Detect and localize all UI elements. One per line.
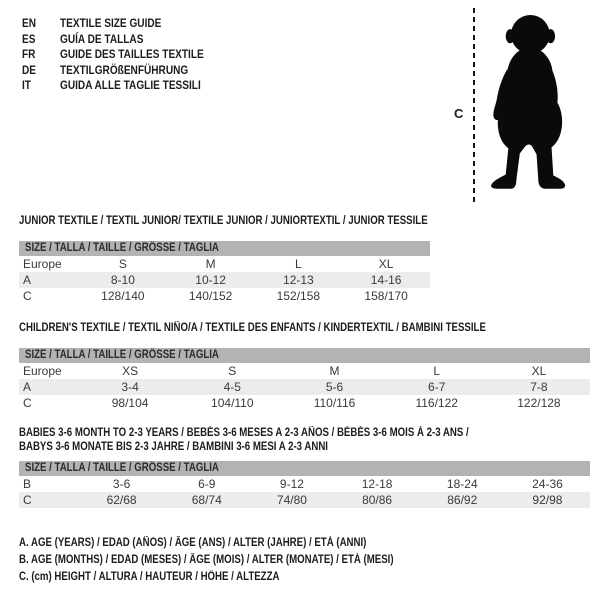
cell: 86/92 bbox=[447, 493, 478, 507]
cell: 158/170 bbox=[364, 289, 408, 303]
row-label: C bbox=[23, 289, 32, 303]
size-header-bar bbox=[19, 348, 590, 363]
size-header-text: SIZE / TALLA / TAILLE / GRÖSSE / TAGLIA bbox=[25, 349, 219, 361]
row-label: Europe bbox=[23, 257, 62, 271]
row-label: A bbox=[23, 273, 32, 287]
cell: 92/98 bbox=[532, 493, 563, 507]
size-header-text: SIZE / TALLA / TAILLE / GRÖSSE / TAGLIA bbox=[25, 462, 219, 474]
table-title-text: JUNIOR TEXTILE / TEXTIL JUNIOR/ TEXTILE JUNIOR / JUNIORTEXTIL / JUNIOR TESSILE bbox=[19, 215, 428, 227]
cell: 9-12 bbox=[279, 477, 304, 491]
cell: 14-16 bbox=[370, 273, 402, 287]
cell: 122/128 bbox=[517, 396, 561, 410]
table-title bbox=[19, 426, 590, 440]
table-row bbox=[19, 272, 430, 288]
cell: XS bbox=[122, 364, 139, 378]
baby-silhouette-icon bbox=[481, 4, 578, 206]
cell: 18-24 bbox=[446, 477, 478, 491]
table-row bbox=[19, 476, 590, 492]
table-title-text: BABIES 3-6 MONTH TO 2-3 YEARS / BEBÉS 3-6 MESES A 2-3 AÑOS / BÉBÉS 3-6 MOIS À 2-3 ANS / bbox=[19, 427, 469, 439]
cell: 3-4 bbox=[121, 380, 139, 394]
table-row bbox=[19, 379, 590, 395]
cell: 110/116 bbox=[313, 396, 356, 410]
cell: S bbox=[118, 257, 127, 271]
language-label: GUIDE DES TAILLES TEXTILE bbox=[60, 47, 204, 61]
footnote-text: C. (cm) HEIGHT / ALTURA / HAUTEUR / HÖHE / ALTEZZA bbox=[19, 571, 280, 583]
table-title-line2 bbox=[19, 440, 590, 454]
table-title-text: CHILDREN'S TEXTILE / TEXTIL NIÑO/A / TEXTILE DES ENFANTS / KINDERTEXTIL / BAMBINI TESSILE bbox=[19, 322, 486, 334]
table-row bbox=[19, 492, 590, 508]
table-row bbox=[19, 256, 430, 272]
size-header-bar bbox=[19, 241, 430, 256]
cell: 140/152 bbox=[188, 289, 233, 303]
cell: 80/86 bbox=[362, 493, 393, 507]
cell: 12-13 bbox=[283, 273, 314, 287]
footnote-text: B. AGE (MONTHS) / EDAD (MESES) / ÂGE (MOIS) / ALTER (MONATE) / ETÀ (MESI) bbox=[19, 554, 394, 566]
height-dashed-line bbox=[473, 8, 475, 205]
language-label: TEXTILGRÖßENFÜHRUNG bbox=[60, 62, 189, 77]
cell: 98/104 bbox=[111, 396, 149, 410]
cell: 24-36 bbox=[532, 477, 563, 491]
table-title-text: BABYS 3-6 MONATE BIS 2-3 JAHRE / BAMBINI 3-6 MESI A 2-3 ANNI bbox=[19, 441, 328, 453]
language-code: ES bbox=[22, 31, 36, 46]
row-label: C bbox=[23, 396, 32, 410]
height-measure-label: C bbox=[454, 106, 464, 121]
cell: 3-6 bbox=[112, 477, 131, 491]
language-label: TEXTILE SIZE GUIDE bbox=[60, 16, 162, 30]
babies-size-table bbox=[19, 426, 590, 508]
cell: L bbox=[433, 364, 441, 378]
cell: 62/68 bbox=[106, 493, 137, 507]
cell: 8-10 bbox=[110, 273, 135, 287]
cell: 152/158 bbox=[276, 289, 321, 303]
children-size-table bbox=[19, 321, 590, 411]
cell: 128/140 bbox=[101, 289, 145, 303]
cell: 10-12 bbox=[195, 273, 226, 287]
junior-size-table bbox=[19, 214, 430, 304]
language-code: EN bbox=[22, 16, 37, 30]
cell: L bbox=[295, 257, 302, 271]
cell: 5-6 bbox=[325, 380, 344, 394]
cell: 4-5 bbox=[223, 380, 241, 394]
language-label: GUÍA DE TALLAS bbox=[60, 31, 144, 46]
cell: M bbox=[205, 257, 216, 271]
language-code: DE bbox=[22, 62, 37, 77]
cell: 12-18 bbox=[361, 477, 393, 491]
table-title bbox=[19, 214, 430, 228]
cell: M bbox=[329, 364, 340, 378]
cell: 116/122 bbox=[415, 396, 458, 410]
cell: XL bbox=[378, 257, 394, 271]
language-code: FR bbox=[22, 47, 36, 61]
row-label: C bbox=[23, 493, 32, 507]
size-header-bar bbox=[19, 461, 590, 476]
cell: XL bbox=[531, 364, 547, 378]
row-label: Europe bbox=[23, 364, 62, 378]
row-label: A bbox=[23, 380, 32, 394]
table-title bbox=[19, 321, 590, 335]
height-measure-figure bbox=[0, 0, 600, 215]
row-label: B bbox=[23, 477, 32, 491]
table-row bbox=[19, 363, 590, 379]
footnote-c bbox=[19, 569, 465, 586]
table-row bbox=[19, 395, 590, 411]
cell: 7-8 bbox=[530, 380, 548, 394]
language-label: GUIDA ALLE TAGLIE TESSILI bbox=[60, 78, 201, 92]
footnote-a bbox=[19, 535, 465, 552]
cell: 104/110 bbox=[211, 396, 254, 410]
cell: 6-9 bbox=[198, 477, 216, 491]
footnote-text: A. AGE (YEARS) / EDAD (AÑOS) / ÂGE (ANS) / ALTER (JAHRE) / ETÀ (ANNI) bbox=[19, 537, 367, 549]
footnotes bbox=[19, 535, 465, 586]
cell: 6-7 bbox=[428, 380, 446, 394]
footnote-b bbox=[19, 552, 465, 569]
table-row bbox=[19, 288, 430, 304]
cell: 68/74 bbox=[191, 493, 222, 507]
language-code: IT bbox=[22, 78, 31, 92]
cell: 74/80 bbox=[276, 493, 307, 507]
size-header-text: SIZE / TALLA / TAILLE / GRÖSSE / TAGLIA bbox=[25, 242, 219, 254]
cell: S bbox=[228, 364, 237, 378]
